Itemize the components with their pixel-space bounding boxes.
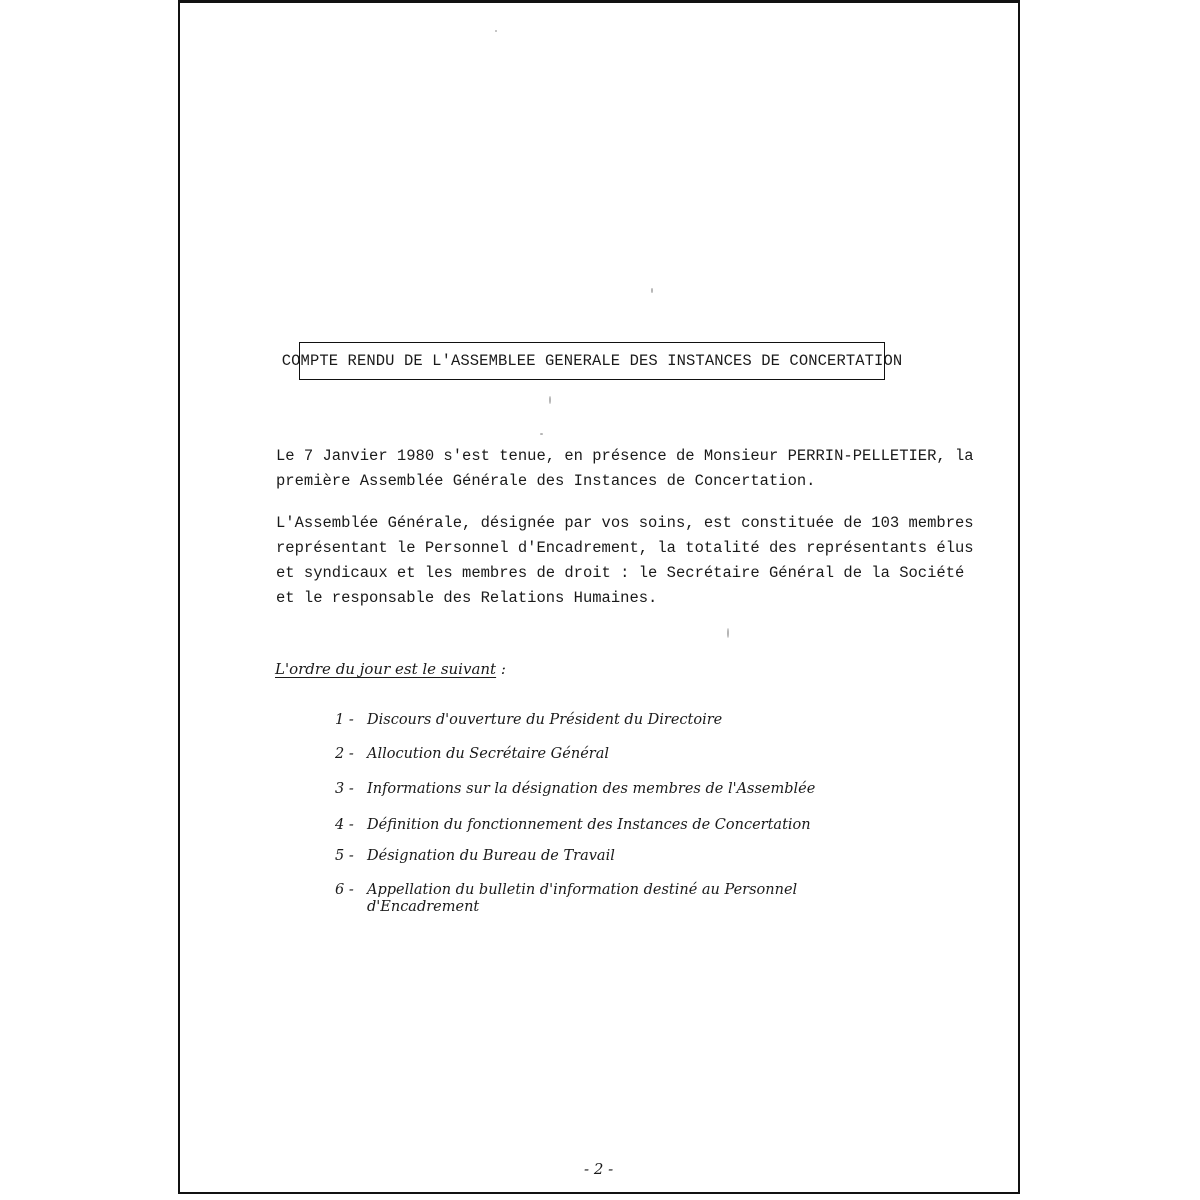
paragraph-line: première Assemblée Générale des Instances de Concertation. [276, 472, 816, 490]
agenda-item-number: 2 - [335, 746, 354, 762]
paragraph-line: et le responsable des Relations Humaines. [276, 589, 658, 607]
paragraph-line: L'Assemblée Générale, désignée par vos soins, est constituée de 103 membres [276, 514, 974, 532]
page-number: - 2 - [584, 1160, 614, 1178]
agenda-heading-text: L'ordre du jour est le suivant [275, 660, 497, 678]
agenda-item-text: Discours d'ouverture du Président du Directoire [367, 712, 723, 728]
agenda-item-number: 1 - [335, 712, 354, 728]
agenda-heading [275, 660, 506, 678]
paragraph-line: et syndicaux et les membres de droit : le Secrétaire Général de la Société [276, 564, 965, 582]
paragraph-line: représentant le Personnel d'Encadrement, la totalité des représentants élus [276, 539, 974, 557]
agenda-list [335, 712, 895, 916]
agenda-item [335, 817, 895, 834]
agenda-item-number: 5 - [335, 848, 354, 864]
agenda-item-number: 3 - [335, 781, 354, 797]
agenda-item-number: 4 - [335, 817, 354, 833]
paragraph-composition [276, 511, 974, 611]
paragraph-line: Le 7 Janvier 1980 s'est tenue, en présence de Monsieur PERRIN-PELLETIER, la [276, 447, 974, 465]
document-title-box [281, 342, 903, 380]
agenda-item-text: Allocution du Secrétaire Général [367, 746, 609, 762]
agenda-item-text: Désignation du Bureau de Travail [367, 848, 615, 864]
agenda-item-text: Appellation du bulletin d'information destiné au Personnel d'Encadrement [367, 882, 798, 915]
paragraph-intro [276, 444, 974, 494]
scan-speck [727, 628, 729, 638]
agenda-item [335, 746, 895, 763]
agenda-item-text: Informations sur la désignation des membres de l'Assemblée [367, 781, 816, 797]
agenda-heading-colon: : [496, 660, 506, 678]
agenda-item [335, 848, 895, 865]
agenda-item [335, 712, 895, 729]
scan-speck [549, 396, 551, 404]
agenda-item [335, 781, 895, 798]
scan-speck [651, 288, 653, 293]
scan-speck [495, 30, 497, 32]
agenda-item-text: Définition du fonctionnement des Instances de Concertation [367, 817, 811, 833]
agenda-item [335, 882, 895, 916]
agenda-item-number: 6 - [335, 882, 354, 898]
document-title: COMPTE RENDU DE L'ASSEMBLEE GENERALE DES INSTANCES DE CONCERTATION [281, 352, 903, 370]
scan-speck [540, 433, 543, 435]
